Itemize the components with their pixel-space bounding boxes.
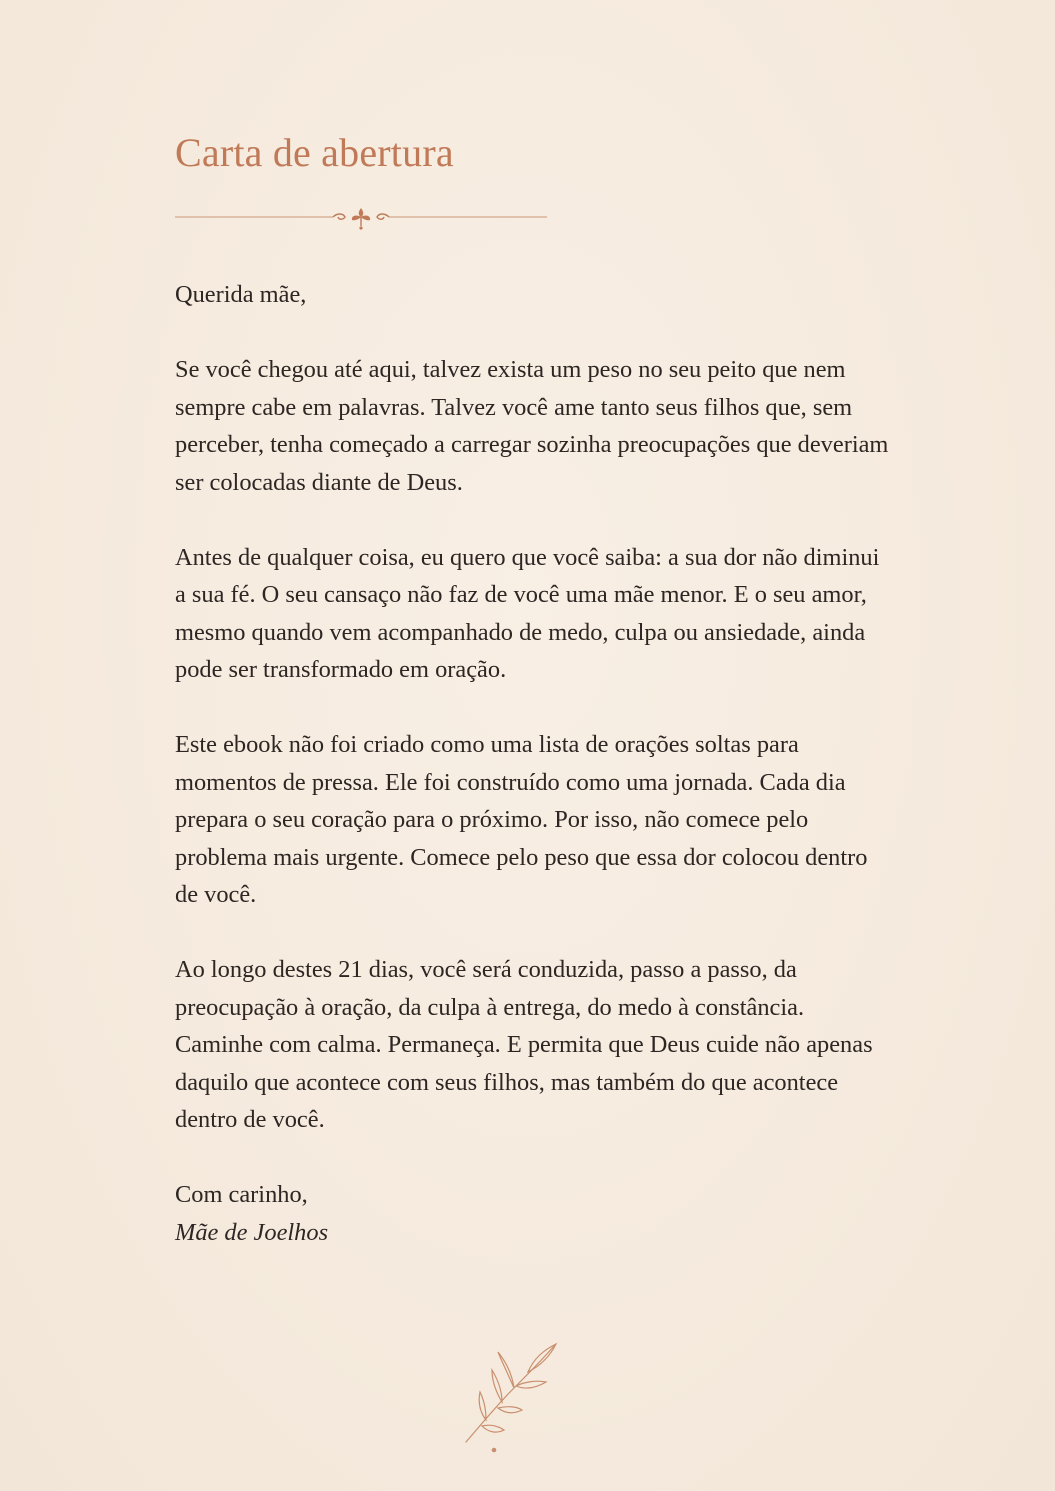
letter-body	[175, 276, 895, 1251]
salutation: Querida mãe,	[175, 281, 307, 308]
leaf-sprig-icon	[458, 1340, 562, 1458]
paragraph-3: Este ebook não foi criado como uma lista de orações soltas para momentos de pressa. Ele foi construído como uma jornada. Cada dia prepara o seu coração para o próximo. Por isso, não comece pelo problema mais urgente. Comece pelo peso que essa dor colocou dentro de você.	[175, 731, 868, 908]
signature: Mãe de Joelhos	[175, 1218, 329, 1246]
paragraph-2: Antes de qualquer coisa, eu quero que você saiba: a sua dor não diminui a sua fé. O seu cansaço não faz de você uma mãe menor. E o seu amor, mesmo quando vem acompanhado de medo, culpa ou ansiedade, ainda pode ser transformado em oração.	[175, 543, 880, 683]
closing: Com carinho,	[175, 1181, 308, 1208]
ornamental-divider-icon	[175, 205, 547, 231]
page-title: Carta de abertura	[175, 130, 454, 175]
paragraph-4: Ao longo destes 21 dias, você será conduzida, passo a passo, da preocupação à oração, da culpa à entrega, do medo à constância. Caminhe com calma. Permaneça. E permita que Deus cuide não apenas daquilo que acontece com seus filhos, mas também do que acontece dentro de você.	[175, 956, 873, 1133]
paragraph-1: Se você chegou até aqui, talvez exista um peso no seu peito que nem sempre cabe em palavras. Talvez você ame tanto seus filhos que, sem perceber, tenha começado a carregar sozinha preocupações que deveriam ser colocadas diante de Deus.	[175, 356, 889, 496]
